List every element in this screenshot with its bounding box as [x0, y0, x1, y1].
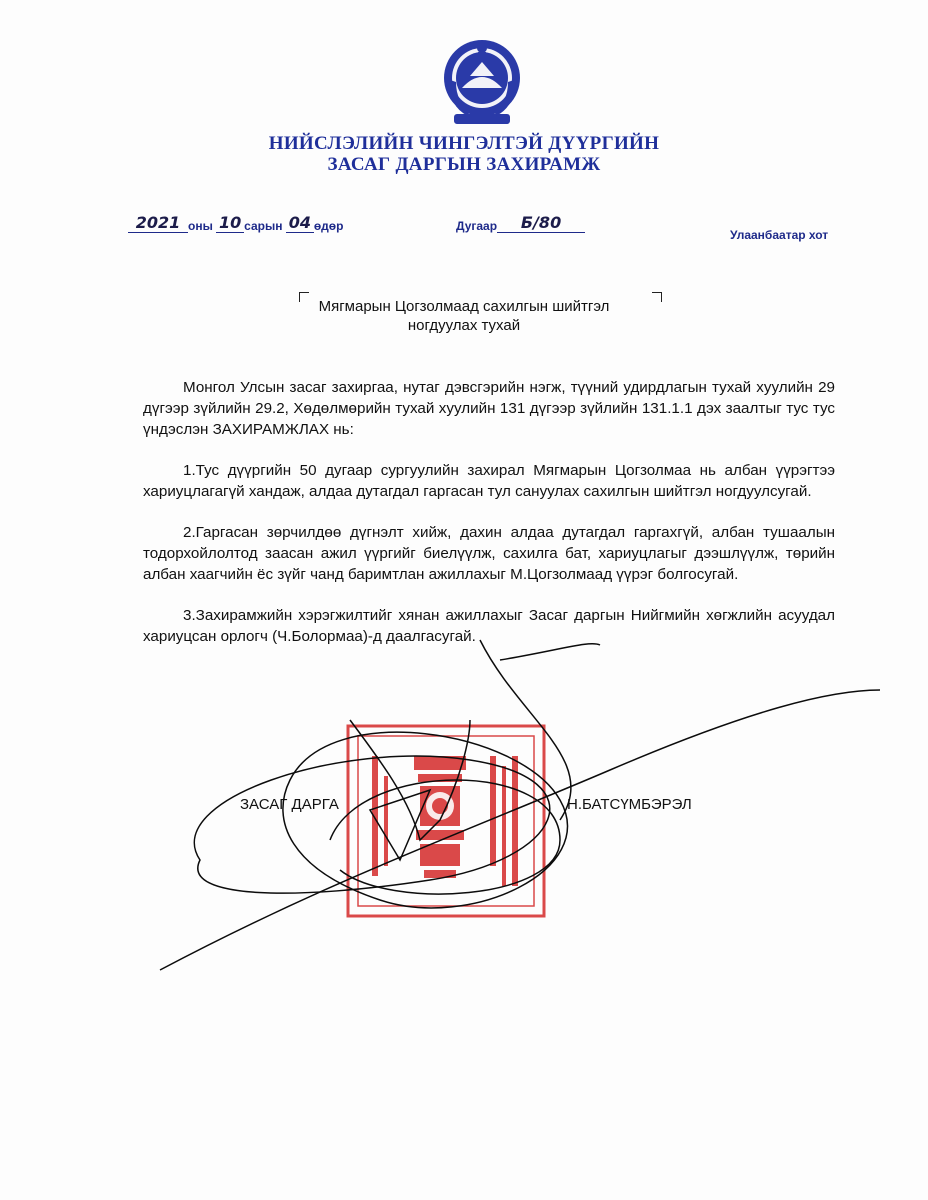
- document-body: [143, 377, 835, 667]
- signatory-name: Н.БАТСҮМБЭРЭЛ: [567, 796, 692, 813]
- date-year: 2021: [128, 214, 188, 233]
- date-day: 04: [286, 214, 314, 233]
- date-month: 10: [216, 214, 244, 233]
- year-label: оны: [188, 219, 213, 233]
- intro-paragraph: Монгол Улсын засаг захиргаа, нутаг дэвсгэрийн нэгж, түүний удирдлагын тухай хуулийн 29 дүгээр зүйлийн 29.2, Хөдөлмөрийн тухай хуулийн 131 дүгээр зүйлийн 131.1.1 дэх заалтыг тус тус үндэслэн ЗАХИРАМЖЛАХ нь:: [143, 379, 835, 438]
- order-item-1: 1.Тус дүүргийн 50 дугаар сургуулийн захирал Мягмарын Цогзолмаа нь албан үүрэгтээ хариуцлагагүй хандаж, алдаа дутагдал гаргасан тул сануулах сахилгын шийтгэл ногдуулсугай.: [143, 462, 835, 500]
- official-seal: [340, 716, 550, 922]
- month-label: сарын: [244, 219, 283, 233]
- city: Улаанбаатар хот: [730, 228, 829, 242]
- day-label: өдөр: [313, 219, 344, 233]
- number-label: Дугаар: [456, 219, 498, 233]
- order-item-2: 2.Гаргасан зөрчилдөө дүгнэлт хийж, дахин алдаа дутагдал гаргахгүй, албан тушаалын тодорхойлолтод заасан ажил үүргийг биелүүлж, сахилга бат, хариуцлагыг дээшлүүлж, төрийн албан хаагчийн ёс зүйг чанд баримтлан ажиллахыг М.Цогзолмаад үүрэг болгосугай.: [143, 524, 835, 583]
- subject-line1: Мягмарын Цогзолмаад сахилгын шийтгэл: [318, 298, 610, 315]
- document-type-title: ЗАСАГ ДАРГЫН ЗАХИРАМЖ: [327, 154, 601, 175]
- state-emblem-icon: [440, 36, 524, 132]
- document-date: [128, 214, 343, 233]
- signatory-title: ЗАСАГ ДАРГА: [240, 796, 339, 813]
- document-number: [456, 214, 585, 233]
- subject-line2: ногдуулах тухай: [407, 317, 521, 334]
- number-value: Б/80: [497, 214, 585, 233]
- order-item-3: 3.Захирамжийн хэрэгжилтийг хянан ажиллахыг Засаг даргын Нийгмийн хөгжлийн асуудал хариуцсан орлогч (Ч.Болормаа)-д даалгасугай.: [143, 607, 835, 645]
- org-name-line1: НИЙСЛЭЛИЙН ЧИНГЭЛТЭЙ ДҮҮРГИЙН: [268, 133, 660, 154]
